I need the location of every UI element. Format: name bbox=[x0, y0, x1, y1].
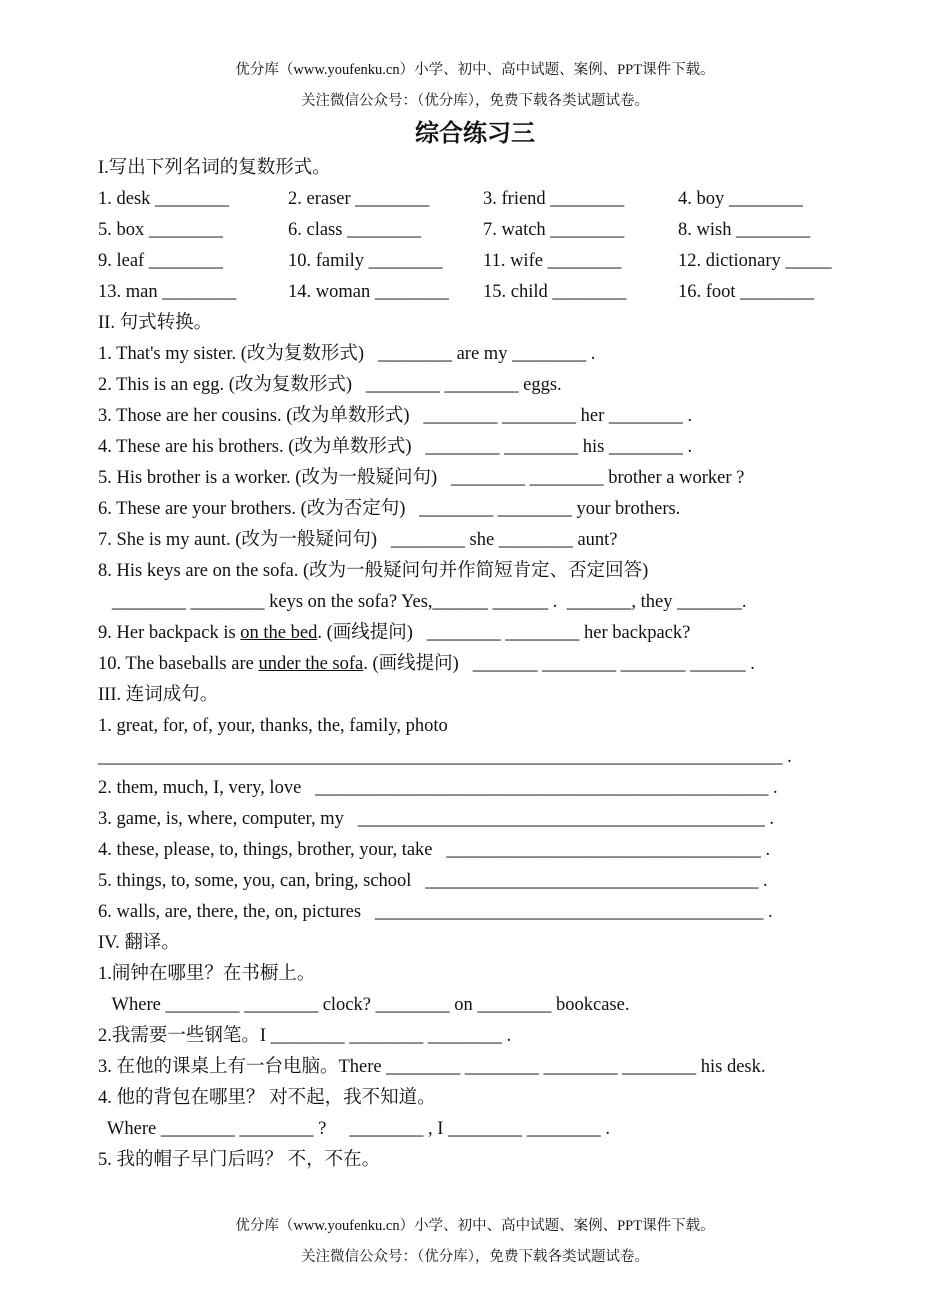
q9-underlined-phrase: on the bed bbox=[240, 623, 318, 643]
plural-item: 4. boy ________ bbox=[678, 189, 803, 209]
q9-text-post: . (画线提问) ________ ________ her backpack? bbox=[317, 623, 691, 643]
plural-item: 13. man ________ bbox=[98, 282, 237, 302]
footer-line-1: 优分库（www.youfenku.cn）小学、初中、高中试题、案例、PPT课件下载。 bbox=[235, 1218, 715, 1234]
plural-item: 8. wish ________ bbox=[678, 220, 811, 240]
transform-question-1: 1. That's my sister. (改为复数形式) ________ are my ________ . bbox=[98, 344, 596, 364]
translate-question-5: 5. 我的帽子早门后吗？ 不，不在。 bbox=[98, 1150, 381, 1170]
q9-text-pre: 9. Her backpack is bbox=[98, 623, 241, 643]
plural-item: 5. box ________ bbox=[98, 220, 223, 240]
plural-item: 9. leaf ________ bbox=[98, 251, 223, 271]
transform-question-8: 8. His keys are on the sofa. (改为一般疑问句并作简短肯定、否定回答) bbox=[98, 561, 649, 581]
plural-item: 6. class ________ bbox=[288, 220, 422, 240]
plural-item: 10. family ________ bbox=[288, 251, 443, 271]
footer-line-2: 关注微信公众号：（优分库），免费下载各类试题试卷。 bbox=[301, 1249, 649, 1265]
transform-question-2: 2. This is an egg. (改为复数形式) ________ ________ eggs. bbox=[98, 375, 562, 395]
sentence-question-3: 3. game, is, where, computer, my ____________________________________________ . bbox=[98, 809, 774, 829]
q10-text-post: . (画线提问) _______ ________ _______ ______ . bbox=[363, 654, 755, 674]
q10-text-pre: 10. The baseballs are bbox=[98, 654, 259, 674]
translate-question-2: 2.我需要一些钢笔。I ________ ________ ________ . bbox=[98, 1026, 512, 1046]
transform-question-8-answer-line: ________ ________ keys on the sofa? Yes,______ ______ . _______, they _______. bbox=[98, 592, 747, 612]
plural-item: 12. dictionary _____ bbox=[678, 251, 832, 271]
section-3-heading: III. 连词成句。 bbox=[98, 685, 219, 705]
translate-question-4: 4. 他的背包在哪里？ 对不起，我不知道。 bbox=[98, 1088, 436, 1108]
sentence-question-2: 2. them, much, I, very, love _________________________________________________ . bbox=[98, 778, 778, 798]
plural-item: 11. wife ________ bbox=[483, 251, 622, 271]
transform-question-9 bbox=[98, 621, 690, 645]
transform-question-10 bbox=[98, 652, 755, 676]
sentence-question-5: 5. things, to, some, you, can, bring, school ____________________________________ . bbox=[98, 871, 768, 891]
translate-question-1: 1.闹钟在哪里？在书橱上。 bbox=[98, 964, 316, 984]
plural-item: 3. friend ________ bbox=[483, 189, 625, 209]
sentence-question-1-answer-line: __________________________________________________________________________ . bbox=[98, 747, 792, 767]
section-4-heading: IV. 翻译。 bbox=[98, 933, 180, 953]
sentence-question-6: 6. walls, are, there, the, on, pictures __________________________________________ . bbox=[98, 902, 773, 922]
plural-item: 1. desk ________ bbox=[98, 189, 230, 209]
sentence-question-1: 1. great, for, of, your, thanks, the, family, photo bbox=[98, 716, 448, 736]
transform-question-5: 5. His brother is a worker. (改为一般疑问句) ________ ________ brother a worker ? bbox=[98, 468, 745, 488]
section-2-heading: II. 句式转换。 bbox=[98, 313, 213, 333]
translate-question-1-answer-line: Where ________ ________ clock? ________ on ________ bookcase. bbox=[98, 995, 630, 1015]
translate-question-3: 3. 在他的课桌上有一台电脑。There ________ ________ ________ ________ his desk. bbox=[98, 1057, 766, 1077]
header-line-1: 优分库（www.youfenku.cn）小学、初中、高中试题、案例、PPT课件下载。 bbox=[235, 62, 715, 78]
plural-item: 2. eraser ________ bbox=[288, 189, 430, 209]
transform-question-3: 3. Those are her cousins. (改为单数形式) ________ ________ her ________ . bbox=[98, 406, 693, 426]
transform-question-6: 6. These are your brothers. (改为否定句) ________ ________ your brothers. bbox=[98, 499, 681, 519]
q10-underlined-phrase: under the sofa bbox=[258, 654, 364, 674]
plural-item: 14. woman ________ bbox=[288, 282, 449, 302]
section-1-heading: I.写出下列名词的复数形式。 bbox=[98, 158, 331, 178]
sentence-question-4: 4. these, please, to, things, brother, your, take __________________________________ . bbox=[98, 840, 771, 860]
translate-question-4-answer-line: Where ________ ________ ? ________ , I ________ ________ . bbox=[98, 1119, 610, 1139]
plural-item: 7. watch ________ bbox=[483, 220, 625, 240]
transform-question-4: 4. These are his brothers. (改为单数形式) ________ ________ his ________ . bbox=[98, 437, 693, 457]
plural-item: 16. foot ________ bbox=[678, 282, 815, 302]
page-title: 综合练习三 bbox=[415, 121, 535, 147]
transform-question-7: 7. She is my aunt. (改为一般疑问句) ________ she ________ aunt? bbox=[98, 530, 618, 550]
plural-item: 15. child ________ bbox=[483, 282, 627, 302]
header-line-2: 关注微信公众号：（优分库），免费下载各类试题试卷。 bbox=[301, 93, 649, 109]
